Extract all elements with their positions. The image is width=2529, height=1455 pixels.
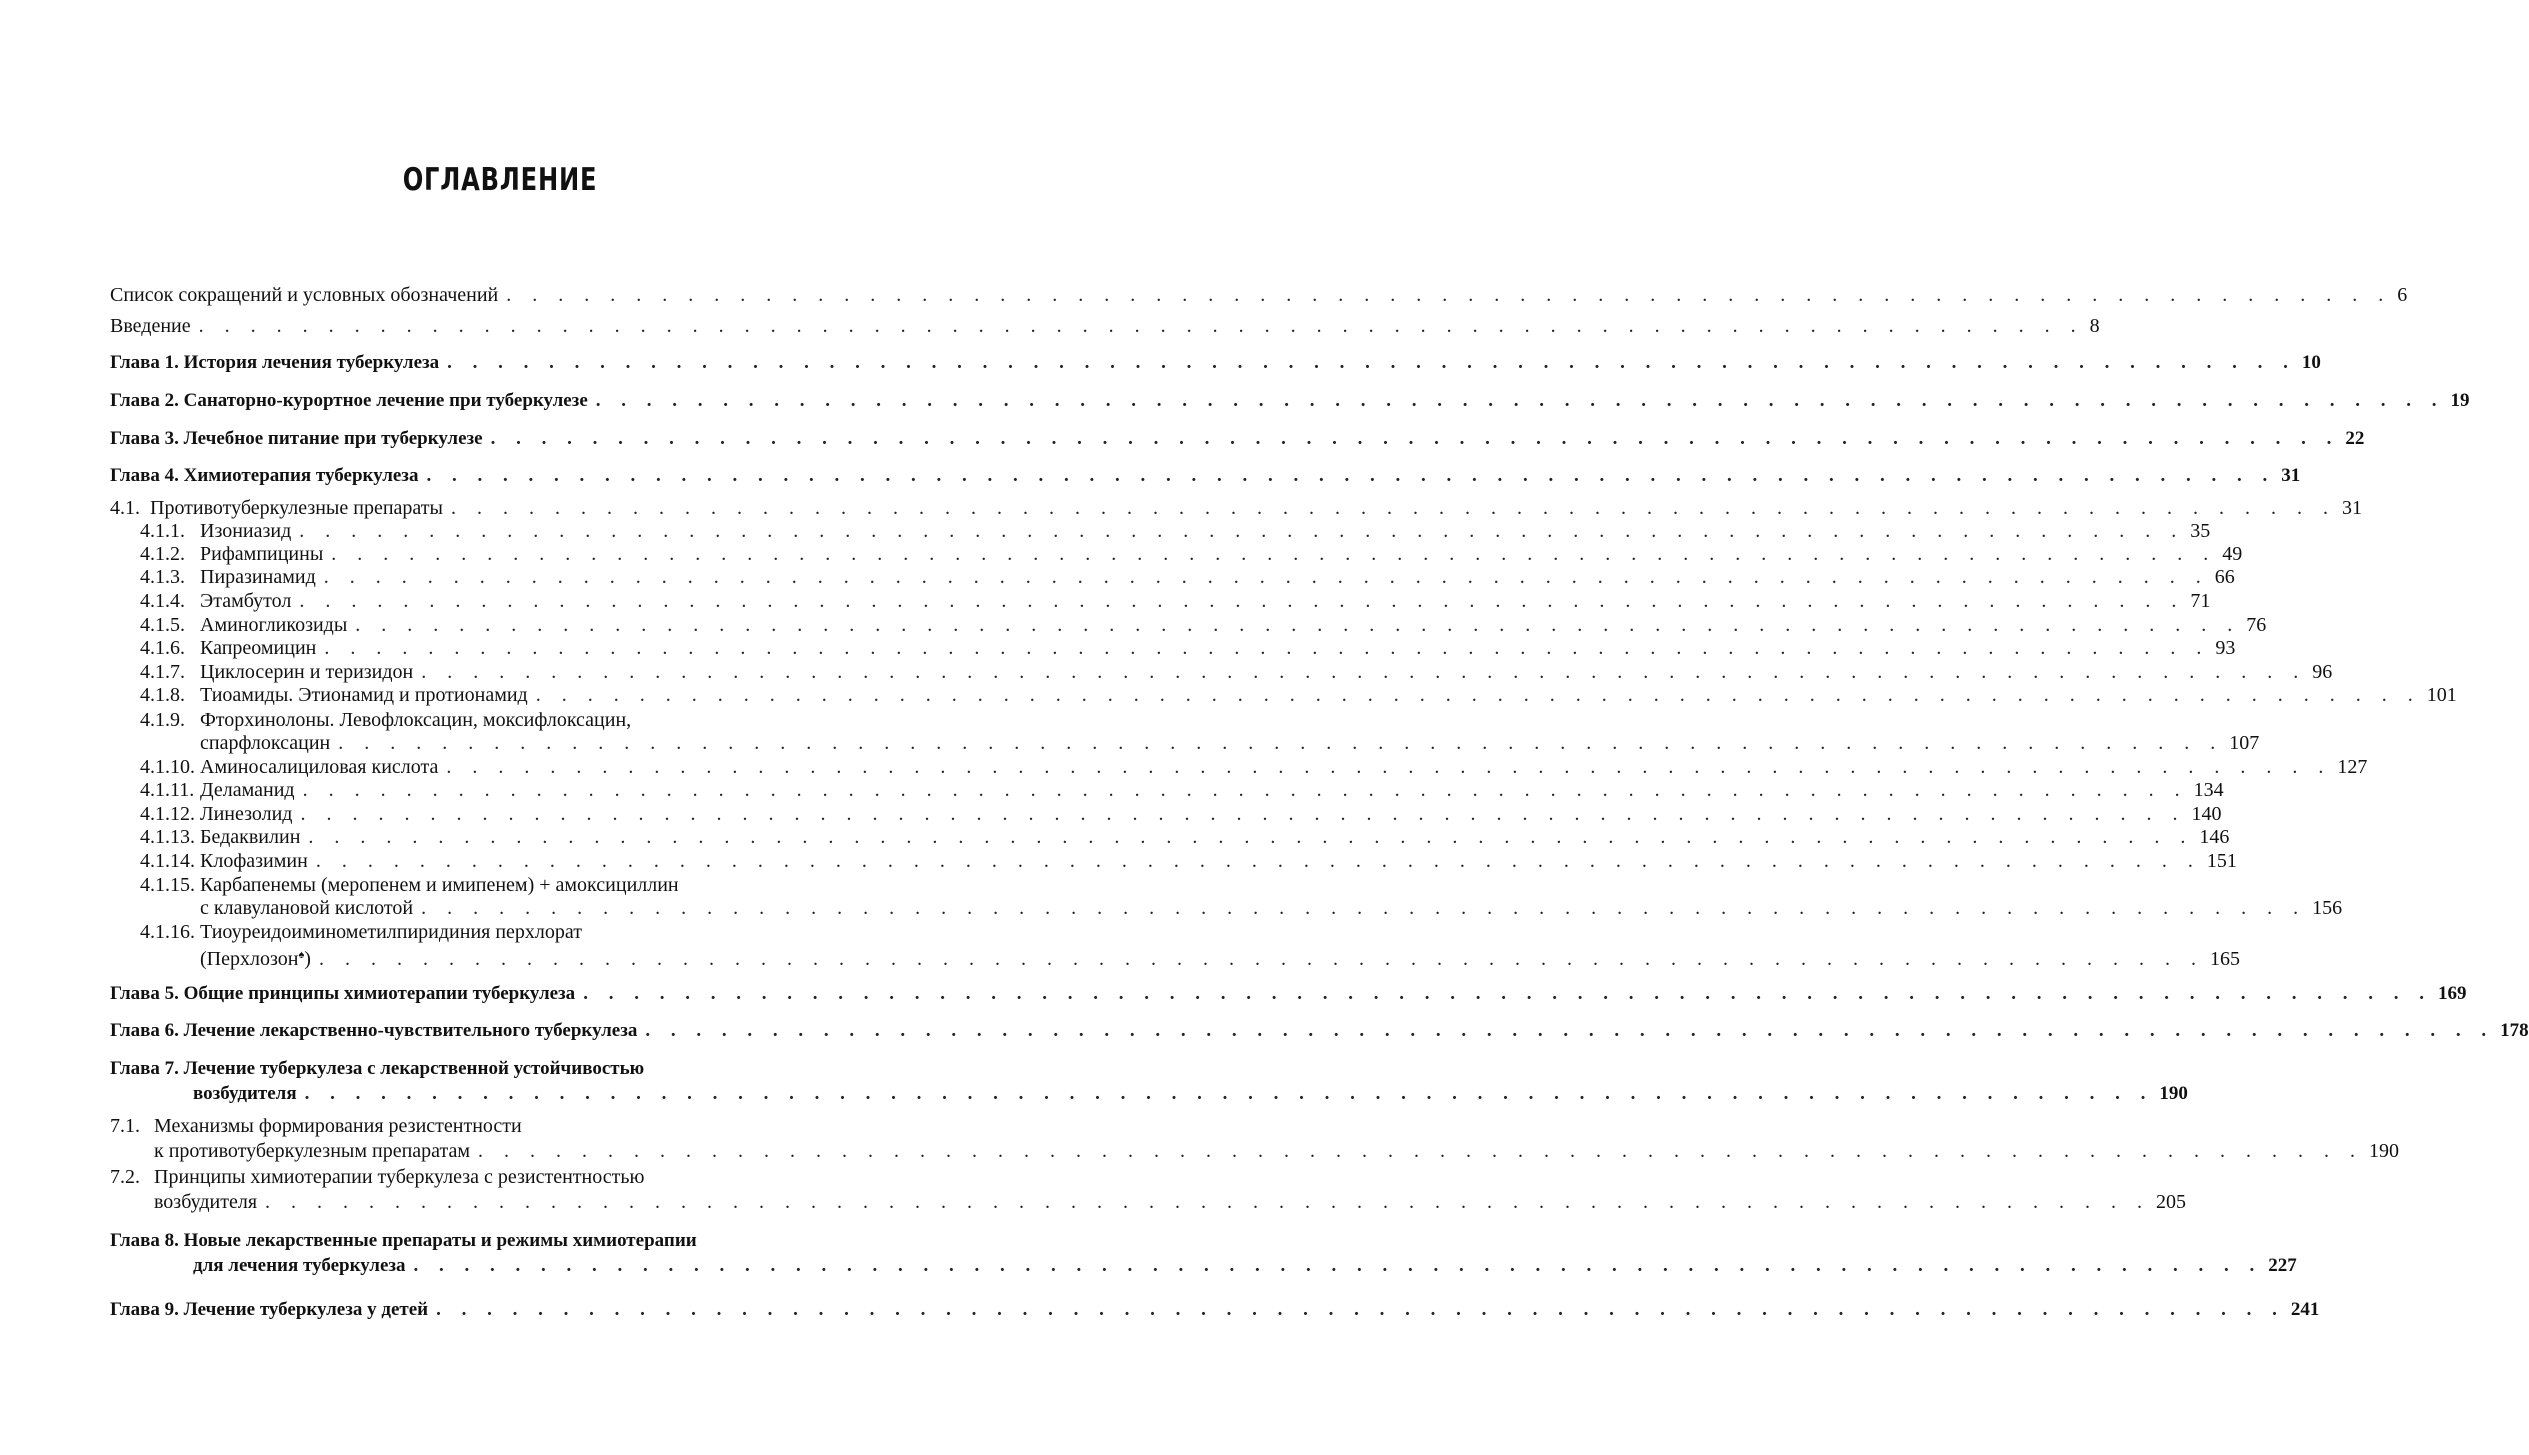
leader-dots: . . . . . . . . . . . . . . . . . . . . . . . . . . . . . . . . . . . . . . . . . . . . . . . . . . . . . . . . . . . . . . . . . . . . . . . . . <box>265 1191 2151 1213</box>
page-number: 35 <box>2190 520 2211 542</box>
page-number: 101 <box>2426 684 2457 706</box>
page-number: 31 <box>2341 497 2362 519</box>
section-number: 4.1.15. <box>140 874 195 896</box>
toc-chapter-1[interactable] <box>110 350 2321 376</box>
leader-dots: . . . . . . . . . . . . . . . . . . . . . . . . . . . . . . . . . . . . . . . . . . . . . . . . . . . . . . . . . . . . . . . . . . . . . . . . . <box>355 614 2241 636</box>
toc-chapter-3[interactable] <box>110 426 2365 452</box>
page-number: 178 <box>2500 1020 2529 1041</box>
toc-subsection-4-1-15-line2[interactable] <box>200 895 2343 921</box>
page-number: 19 <box>2450 390 2470 411</box>
page-number: 6 <box>2397 284 2408 306</box>
leader-dots: . . . . . . . . . . . . . . . . . . . . . . . . . . . . . . . . . . . . . . . . . . . . . . . . . . . . . . . . . . . . . . . . . . . . . . . . . <box>478 1140 2364 1162</box>
leader-dots: . . . . . . . . . . . . . . . . . . . . . . . . . . . . . . . . . . . . . . . . . . . . . . . . . . . . . . . . . . . . . . . . . . . . . . . . . <box>583 983 2432 1004</box>
section-number: 4.1.2. <box>140 543 185 565</box>
toc-subsection-4-1-11[interactable] <box>140 777 2224 803</box>
toc-entry-label-text: (Перхлозон <box>200 948 299 970</box>
page-number: 127 <box>2337 756 2368 778</box>
toc-entry-label: Противотуберкулезные препараты <box>150 497 443 519</box>
toc-entry-label: Фторхинолоны. Левофлоксацин, моксифлоксацин, <box>200 709 632 731</box>
section-number: 4.1.14. <box>140 850 195 872</box>
section-number: 4.1.8. <box>140 684 185 706</box>
toc-entry-label: Глава 6. Лечение лекарственно-чувствительного туберкулеза <box>110 1020 638 1041</box>
leader-dots: . . . . . . . . . . . . . . . . . . . . . . . . . . . . . . . . . . . . . . . . . . . . . . . . . . . . . . . . . . . . . . . . . . . . . . . . . <box>300 803 2186 825</box>
leader-dots: . . . . . . . . . . . . . . . . . . . . . . . . . . . . . . . . . . . . . . . . . . . . . . . . . . . . . . . . . . . . . . . . . . . . . . . . . <box>338 732 2224 754</box>
toc-entry-label: спарфлоксацин <box>200 732 331 754</box>
page-number: 49 <box>2222 543 2243 565</box>
toc-entry-abbreviations[interactable] <box>110 282 2408 308</box>
leader-dots: . . . . . . . . . . . . . . . . . . . . . . . . . . . . . . . . . . . . . . . . . . . . . . . . . . . . . . . . . . . . . . . . . . . . . . . . . <box>447 352 2296 373</box>
leader-dots: . . . . . . . . . . . . . . . . . . . . . . . . . . . . . . . . . . . . . . . . . . . . . . . . . . . . . . . . . . . . . . . . . . . . . . . . . <box>324 637 2210 659</box>
toc-entry-label: Глава 1. История лечения туберкулеза <box>110 352 440 373</box>
leader-dots: . . . . . . . . . . . . . . . . . . . . . . . . . . . . . . . . . . . . . . . . . . . . . . . . . . . . . . . . . . . . . . . . . . . . . . . . . <box>331 543 2217 565</box>
toc-chapter-9[interactable] <box>110 1297 2320 1323</box>
page-number: 140 <box>2191 803 2222 825</box>
leader-dots: . . . . . . . . . . . . . . . . . . . . . . . . . . . . . . . . . . . . . . . . . . . . . . . . . . . . . . . . . . . . . . . . . . . . . . . . . <box>304 1083 2154 1104</box>
toc-entry-label: Изониазид <box>200 520 292 542</box>
toc-entry-label: Аминогликозиды <box>200 614 348 636</box>
leader-dots: . . . . . . . . . . . . . . . . . . . . . . . . . . . . . . . . . . . . . . . . . . . . . . . . . . . . . . . . . . . . . . . . . . . . . . . . . <box>323 566 2209 588</box>
leader-dots: . . . . . . . . . . . . . . . . . . . . . . . . . . . . . . . . . . . . . . . . . . . . . . . . . . . . . . . . . . . . . . . . . . . . . . . . . <box>198 315 2084 337</box>
section-number: 4.1.7. <box>140 661 185 683</box>
leader-dots: . . . . . . . . . . . . . . . . . . . . . . . . . . . . . . . . . . . . . . . . . . . . . . . . . . . . . . . . . . . . . . . . . . . . . . . . . <box>595 390 2445 411</box>
toc-entry-label: с клавулановой кислотой <box>200 897 414 919</box>
toc-subsection-4-1-9-line2[interactable] <box>200 730 2260 756</box>
section-number: 4.1.5. <box>140 614 185 636</box>
leader-dots: . . . . . . . . . . . . . . . . . . . . . . . . . . . . . . . . . . . . . . . . . . . . . . . . . . . . . . . . . . . . . . . . . . . . . . . . . <box>315 850 2201 872</box>
leader-dots: . . . . . . . . . . . . . . . . . . . . . . . . . . . . . . . . . . . . . . . . . . . . . . . . . . . . . . . . . . . . . . . . . . . . . . . . . <box>318 948 2204 970</box>
toc-entry-label: Глава 3. Лечебное питание при туберкулезе <box>110 428 483 449</box>
toc-entry-label: Аминосалициловая кислота <box>200 756 439 778</box>
toc-entry-label <box>200 942 311 972</box>
leader-dots: . . . . . . . . . . . . . . . . . . . . . . . . . . . . . . . . . . . . . . . . . . . . . . . . . . . . . . . . . . . . . . . . . . . . . . . . . <box>426 465 2276 486</box>
page-number: 31 <box>2281 465 2301 486</box>
toc-entry-label: возбудителя <box>154 1191 258 1213</box>
section-number: 4.1.9. <box>140 709 185 731</box>
toc-entry-label: Глава 4. Химиотерапия туберкулеза <box>110 465 419 486</box>
toc-section-7-1-line2[interactable] <box>154 1138 2400 1164</box>
leader-dots: . . . . . . . . . . . . . . . . . . . . . . . . . . . . . . . . . . . . . . . . . . . . . . . . . . . . . . . . . . . . . . . . . . . . . . . . . <box>299 590 2185 612</box>
toc-section-7-2-line1[interactable] <box>110 1164 644 1190</box>
page-number: 93 <box>2215 637 2236 659</box>
toc-entry-label: Глава 9. Лечение туберкулеза у детей <box>110 1299 429 1320</box>
leader-dots: . . . . . . . . . . . . . . . . . . . . . . . . . . . . . . . . . . . . . . . . . . . . . . . . . . . . . . . . . . . . . . . . . . . . . . . . . <box>421 661 2307 683</box>
toc-entry-label: Капреомицин <box>200 637 317 659</box>
section-number: 7.2. <box>110 1166 140 1188</box>
page-number: 107 <box>2229 732 2260 754</box>
leader-dots: . . . . . . . . . . . . . . . . . . . . . . . . . . . . . . . . . . . . . . . . . . . . . . . . . . . . . . . . . . . . . . . . . . . . . . . . . <box>490 428 2340 449</box>
leader-dots: . . . . . . . . . . . . . . . . . . . . . . . . . . . . . . . . . . . . . . . . . . . . . . . . . . . . . . . . . . . . . . . . . . . . . . . . . <box>446 756 2332 778</box>
page-number: 76 <box>2246 614 2267 636</box>
section-number: 4.1.3. <box>140 566 185 588</box>
page-number: 241 <box>2290 1299 2320 1320</box>
toc-entry-label: Глава 7. Лечение туберкулеза с лекарственной устойчивостью <box>110 1058 645 1079</box>
toc-subsection-4-1-4[interactable] <box>140 588 2211 614</box>
page-number: 134 <box>2193 779 2224 801</box>
toc-entry-label: для лечения туберкулеза <box>193 1255 406 1276</box>
toc-chapter-6[interactable] <box>110 1018 2529 1044</box>
section-number: 4.1.16. <box>140 921 195 943</box>
leader-dots: . . . . . . . . . . . . . . . . . . . . . . . . . . . . . . . . . . . . . . . . . . . . . . . . . . . . . . . . . . . . . . . . . . . . . . . . . <box>535 684 2421 706</box>
section-number: 4.1.1. <box>140 520 185 542</box>
page-number: 151 <box>2206 850 2237 872</box>
toc-chapter-7-line1[interactable] <box>110 1056 644 1082</box>
toc-entry-label: Этамбутол <box>200 590 292 612</box>
toc-entry-label: Глава 2. Санаторно-курортное лечение при туберкулезе <box>110 390 588 411</box>
leader-dots: . . . . . . . . . . . . . . . . . . . . . . . . . . . . . . . . . . . . . . . . . . . . . . . . . . . . . . . . . . . . . . . . . . . . . . . . . <box>436 1299 2285 1320</box>
toc-chapter-4[interactable] <box>110 463 2301 489</box>
toc-chapter-7-line2[interactable] <box>193 1081 2188 1107</box>
toc-entry-label: Введение <box>110 315 191 337</box>
leader-dots: . . . . . . . . . . . . . . . . . . . . . . . . . . . . . . . . . . . . . . . . . . . . . . . . . . . . . . . . . . . . . . . . . . . . . . . . . <box>302 779 2188 801</box>
toc-entry-label: Глава 5. Общие принципы химиотерапии туберкулеза <box>110 983 576 1004</box>
section-number: 4.1.11. <box>140 779 195 801</box>
page-number: 146 <box>2199 826 2230 848</box>
toc-chapter-5[interactable] <box>110 981 2467 1007</box>
page-number: 227 <box>2268 1255 2297 1276</box>
toc-subsection-4-1-14[interactable] <box>140 848 2237 874</box>
toc-chapter-8-line1[interactable] <box>110 1228 697 1254</box>
leader-dots: . . . . . . . . . . . . . . . . . . . . . . . . . . . . . . . . . . . . . . . . . . . . . . . . . . . . . . . . . . . . . . . . . . . . . . . . . <box>413 1255 2263 1276</box>
page-number: 190 <box>2159 1083 2188 1104</box>
toc-subsection-4-1-6[interactable] <box>140 635 2236 661</box>
toc-subsection-4-1-13[interactable] <box>140 824 2230 850</box>
page-number: 165 <box>2209 948 2240 970</box>
trademark-mark-icon: ♠ <box>298 949 305 961</box>
toc-section-7-1-line1[interactable] <box>110 1113 522 1139</box>
page-number: 96 <box>2312 661 2333 683</box>
toc-subsection-4-1-8[interactable] <box>140 682 2457 708</box>
page-number: 156 <box>2312 897 2343 919</box>
page-number: 205 <box>2156 1191 2187 1213</box>
leader-dots: . . . . . . . . . . . . . . . . . . . . . . . . . . . . . . . . . . . . . . . . . . . . . . . . . . . . . . . . . . . . . . . . . . . . . . . . . <box>308 826 2194 848</box>
toc-entry-label: Рифампицины <box>200 543 324 565</box>
toc-entry-label: Клофазимин <box>200 850 308 872</box>
page-number: 66 <box>2214 566 2235 588</box>
page-number: 10 <box>2301 352 2321 373</box>
toc-entry-label: Пиразинамид <box>200 566 316 588</box>
page-number: 8 <box>2089 315 2100 337</box>
toc-entry-label: Принципы химиотерапии туберкулеза с резистентностью <box>154 1166 645 1188</box>
section-number: 4.1.4. <box>140 590 185 612</box>
page-number: 169 <box>2437 983 2467 1004</box>
page-title: ОГЛАВЛЕНИЕ <box>402 162 598 198</box>
page-number: 71 <box>2190 590 2211 612</box>
page-number: 22 <box>2345 428 2365 449</box>
toc-entry-label: Бедаквилин <box>200 826 301 848</box>
toc-chapter-2[interactable] <box>110 388 2470 414</box>
section-number: 7.1. <box>110 1115 140 1137</box>
toc-entry-introduction[interactable] <box>110 313 2100 339</box>
leader-dots: . . . . . . . . . . . . . . . . . . . . . . . . . . . . . . . . . . . . . . . . . . . . . . . . . . . . . . . . . . . . . . . . . . . . . . . . . <box>645 1020 2495 1041</box>
toc-entry-label: Деламанид <box>200 779 295 801</box>
toc-subsection-4-1-16-line2[interactable] <box>200 942 2240 970</box>
toc-entry-label: Глава 8. Новые лекарственные препараты и режимы химиотерапии <box>110 1230 697 1251</box>
section-number: 4.1.12. <box>140 803 195 825</box>
toc-entry-label: Циклосерин и теризидон <box>200 661 414 683</box>
section-number: 4.1.13. <box>140 826 195 848</box>
section-number: 4.1.10. <box>140 756 195 778</box>
toc-entry-label: Список сокращений и условных обозначений <box>110 284 499 306</box>
toc-entry-label: к противотуберкулезным препаратам <box>154 1140 471 1162</box>
leader-dots: . . . . . . . . . . . . . . . . . . . . . . . . . . . . . . . . . . . . . . . . . . . . . . . . . . . . . . . . . . . . . . . . . . . . . . . . . <box>421 897 2307 919</box>
leader-dots: . . . . . . . . . . . . . . . . . . . . . . . . . . . . . . . . . . . . . . . . . . . . . . . . . . . . . . . . . . . . . . . . . . . . . . . . . <box>506 284 2392 306</box>
toc-entry-label: Линезолид <box>200 803 293 825</box>
toc-entry-label: Механизмы формирования резистентности <box>154 1115 522 1137</box>
toc-entry-label-end: ) <box>304 948 311 970</box>
page-number: 190 <box>2369 1140 2400 1162</box>
leader-dots: . . . . . . . . . . . . . . . . . . . . . . . . . . . . . . . . . . . . . . . . . . . . . . . . . . . . . . . . . . . . . . . . . . . . . . . . . <box>299 520 2185 542</box>
toc-entry-label: Карбапенемы (меропенем и имипенем) + амоксициллин <box>200 874 679 896</box>
section-number: 4.1.6. <box>140 637 185 659</box>
toc-subsection-4-1-3[interactable] <box>140 564 2235 590</box>
toc-entry-label: возбудителя <box>193 1083 297 1104</box>
leader-dots: . . . . . . . . . . . . . . . . . . . . . . . . . . . . . . . . . . . . . . . . . . . . . . . . . . . . . . . . . . . . . . . . . . . . . . . . . <box>450 497 2336 519</box>
section-number: 4.1. <box>110 497 140 519</box>
toc-entry-label: Тиоуреидоиминометилпиридиния перхлорат <box>200 921 583 943</box>
toc-chapter-8-line2[interactable] <box>193 1253 2297 1279</box>
toc-entry-label: Тиоамиды. Этионамид и протионамид <box>200 684 528 706</box>
toc-section-7-2-line2[interactable] <box>154 1189 2187 1215</box>
